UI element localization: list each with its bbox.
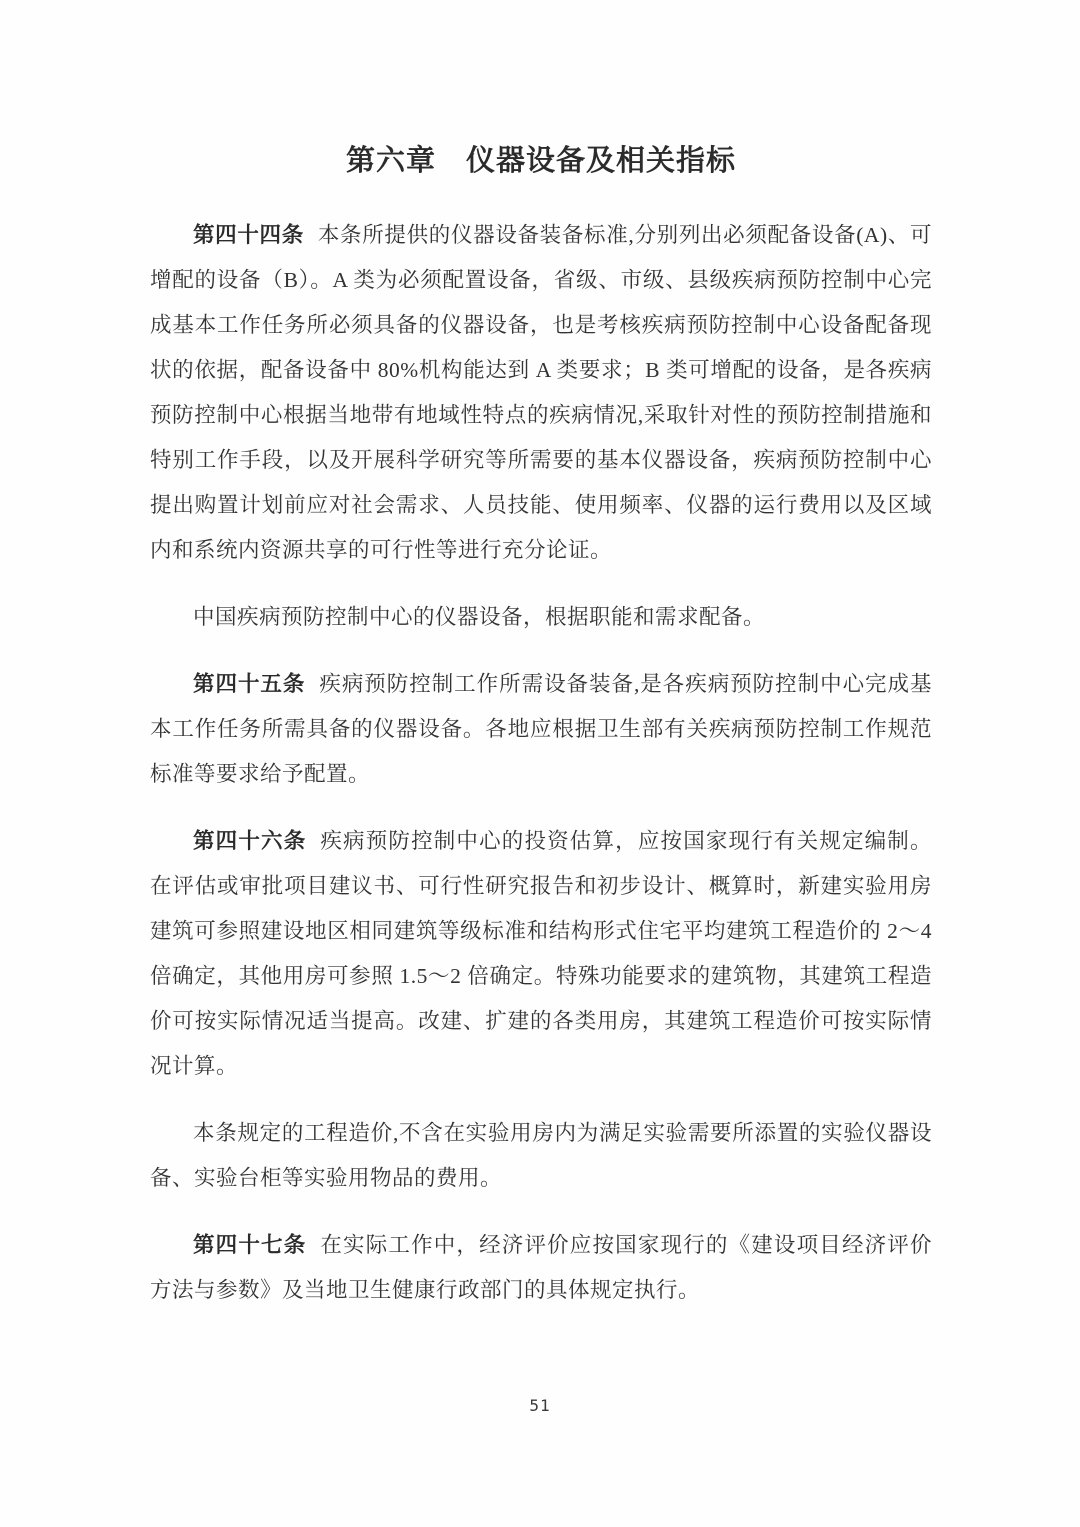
paragraph-article-44 [150,213,932,573]
paragraph-project-cost [150,1111,932,1201]
paragraph-text: 疾病预防控制中心的投资估算，应按国家现行有关规定编制。在评估或审批项目建议书、可行性研究报告和初步设计、概算时，新建实验用房建筑可参照建设地区相同建筑等级标准和结构形式住宅平均建筑工程造价的 2～4 倍确定，其他用房可参照 1.5～2 倍确定。特殊功能要求的建筑物，其建筑工程造价可按实际情况适当提高。改建、扩建的各类用房，其建筑工程造价可按实际情况计算。 [150,829,932,1078]
paragraph-text: 中国疾病预防控制中心的仪器设备，根据职能和需求配备。 [193,605,766,629]
article-number: 第四十六条 [193,829,307,853]
paragraph-text: 本条所提供的仪器设备装备标准,分别列出必须配备设备(A)、可增配的设备（B）。A 类为必须配置设备，省级、市级、县级疾病预防控制中心完成基本工作任务所必须具备的仪器设备，也是考核疾病预防控制中心设备配备现状的依据，配备设备中 80%机构能达到 A 类要求；B 类可增配的设备，是各疾病预防控制中心根据当地带有地域性特点的疾病情况,采取针对性的预防控制措施和特别工作手段，以及开展科学研究等所需要的基本仪器设备，疾病预防控制中心提出购置计划前应对社会需求、人员技能、使用频率、仪器的运行费用以及区域内和系统内资源共享的可行性等进行充分论证。 [150,223,932,562]
paragraph-article-47 [150,1223,932,1313]
article-number: 第四十七条 [193,1233,307,1257]
paragraph-cdc-equipment [150,595,932,640]
paragraph-text: 在实际工作中，经济评价应按国家现行的《建设项目经济评价方法与参数》及当地卫生健康行政部门的具体规定执行。 [150,1233,932,1302]
page-number: 51 [529,1396,551,1415]
article-number: 第四十四条 [193,223,304,247]
paragraph-text: 疾病预防控制工作所需设备装备,是各疾病预防控制中心完成基本工作任务所需具备的仪器设备。各地应根据卫生部有关疾病预防控制工作规范标准等要求给予配置。 [150,672,932,786]
article-number: 第四十五条 [193,672,306,696]
document-content [150,138,932,1335]
paragraph-text: 本条规定的工程造价,不含在实验用房内为满足实验需要所添置的实验仪器设备、实验台柜等实验用物品的费用。 [150,1121,932,1190]
chapter-title: 第六章 仪器设备及相关指标 [345,145,736,177]
paragraph-article-45 [150,662,932,797]
paragraph-article-46 [150,819,932,1089]
